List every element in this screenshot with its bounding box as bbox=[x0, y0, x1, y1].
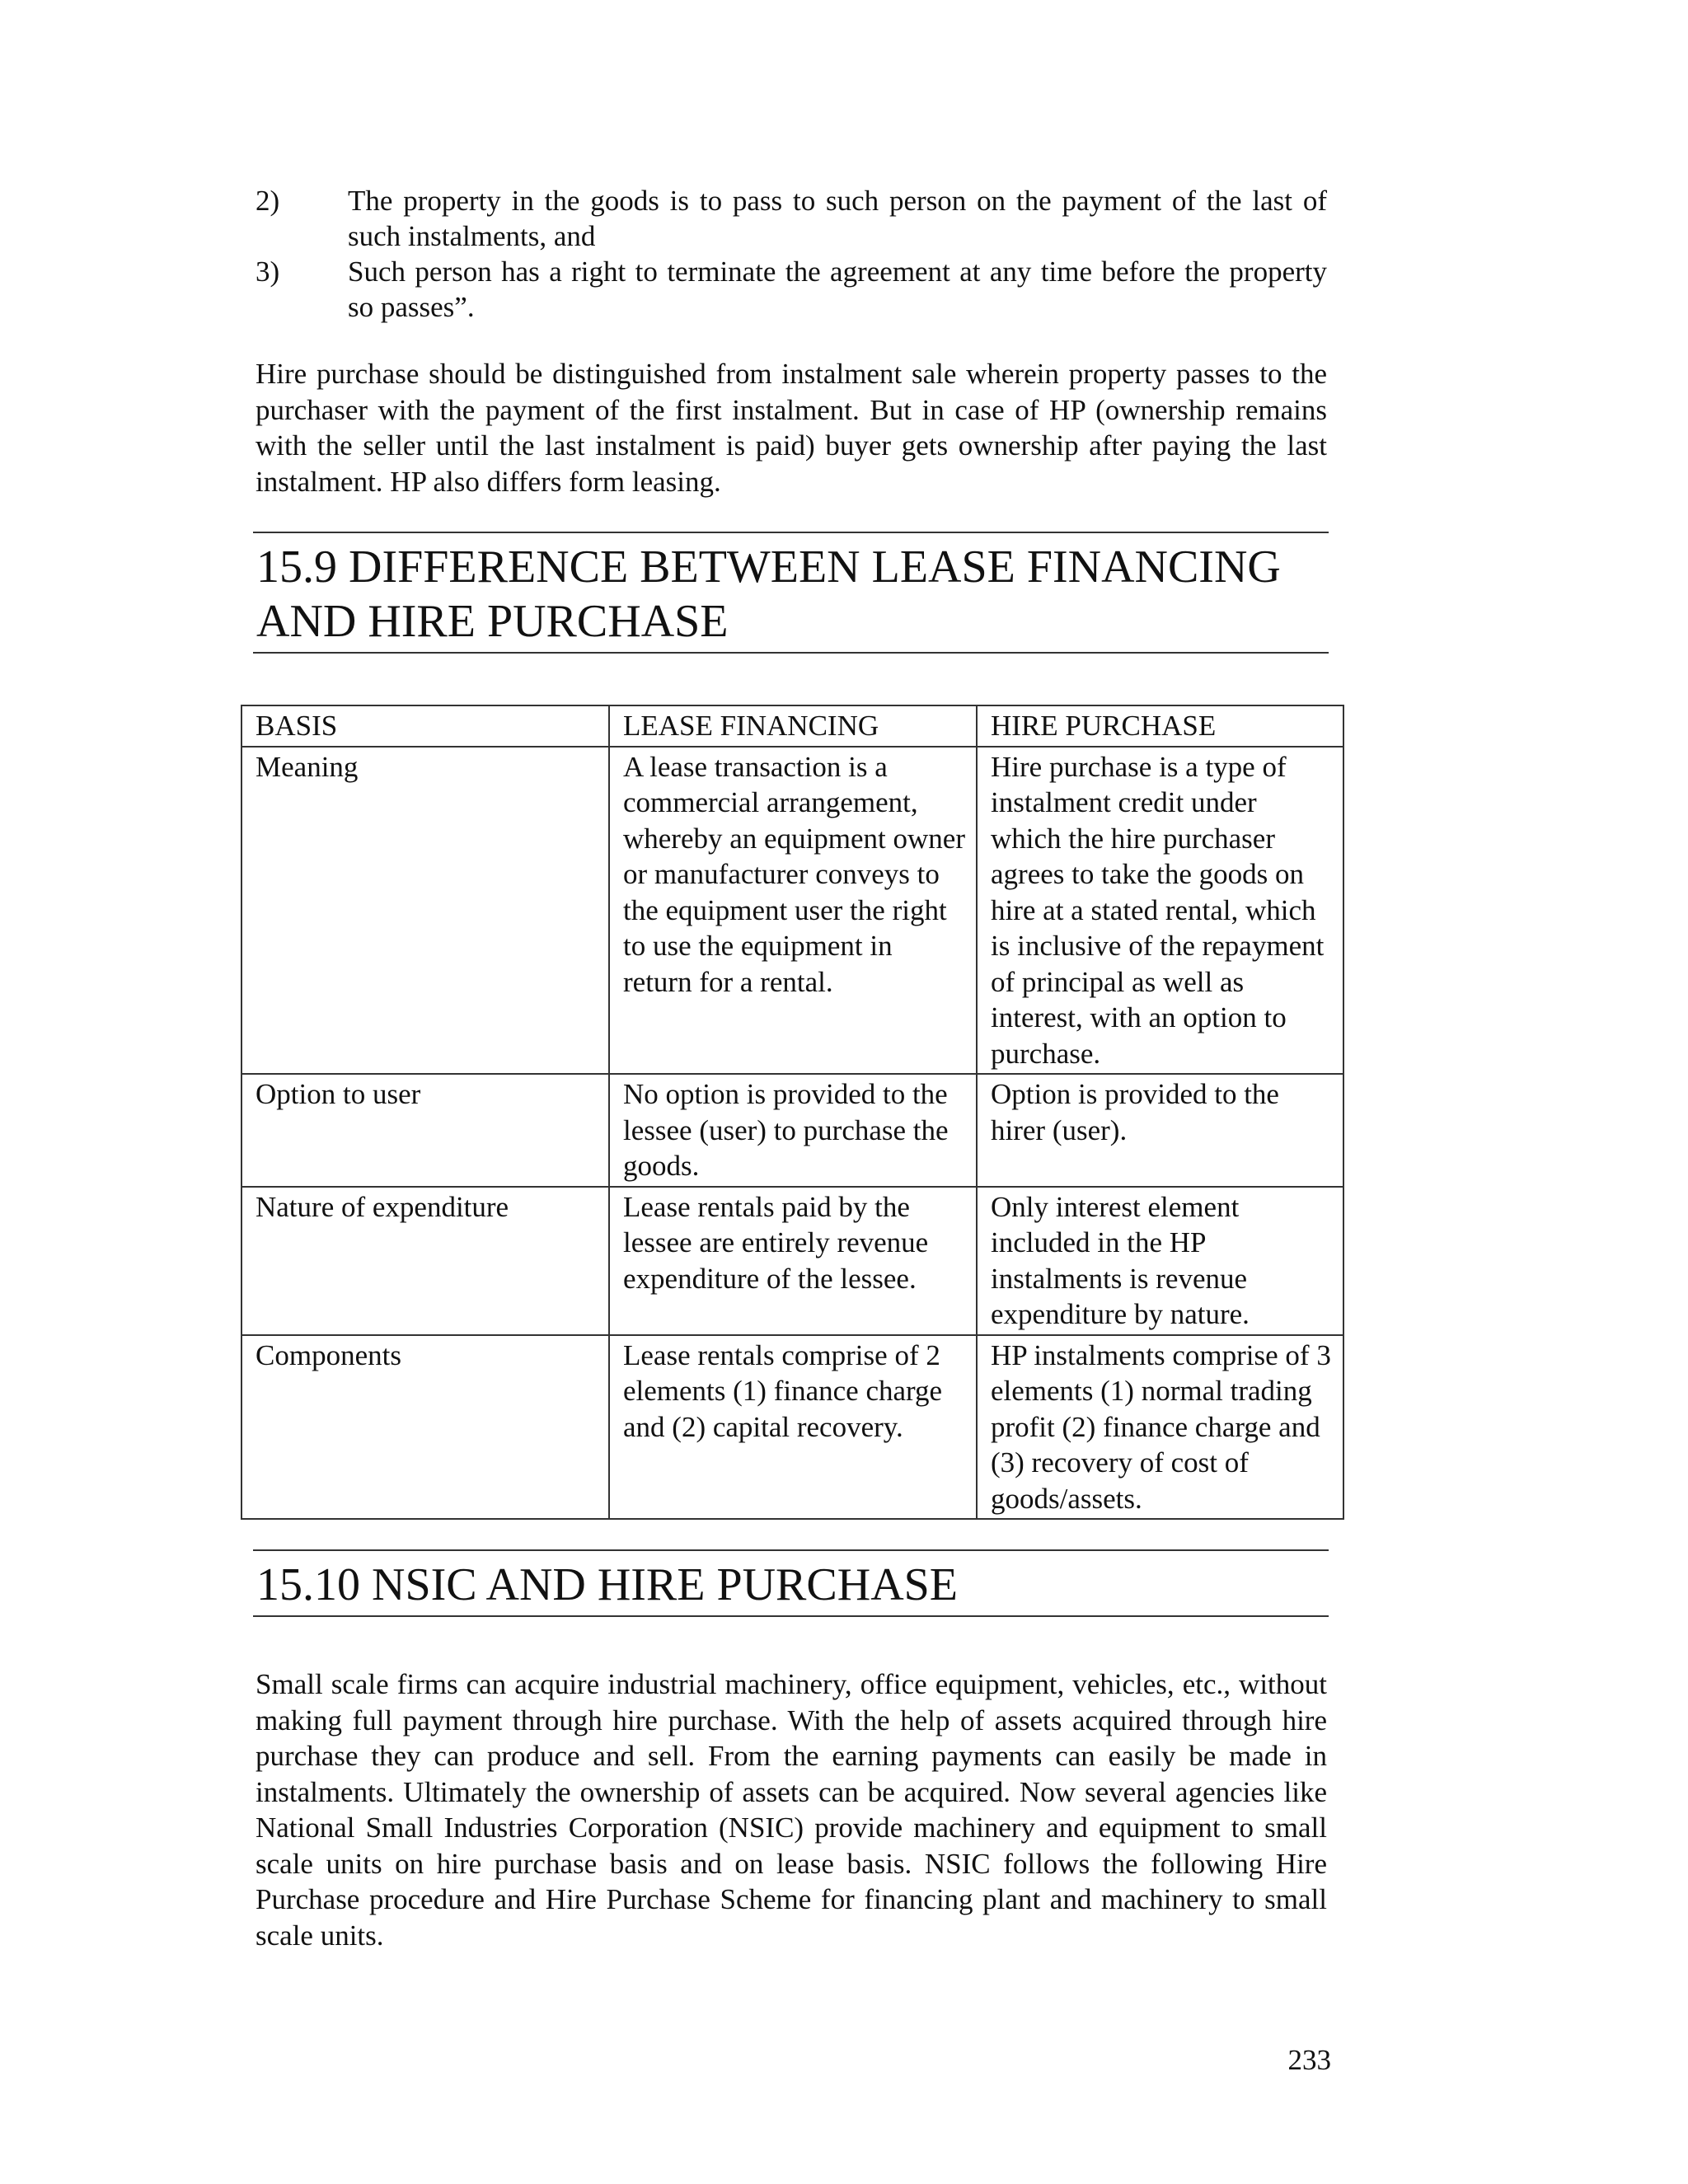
section-title: 15.10 NSIC AND HIRE PURCHASE bbox=[256, 1559, 958, 1610]
cell-lease: A lease transaction is a commercial arrangement, whereby an equipment owner or manufacturer conveys to the equipment user the right to use the equipment in return for a rental. bbox=[609, 747, 977, 1075]
section-title-line-2: AND HIRE PURCHASE bbox=[256, 596, 729, 647]
table-row bbox=[241, 1187, 1343, 1335]
list-item-number: 2) bbox=[256, 185, 280, 217]
section-heading-15-9 bbox=[253, 532, 1329, 654]
list-item-text: Such person has a right to terminate the agreement at any time before the property so passes”. bbox=[348, 255, 1327, 323]
header-hire-purchase: HIRE PURCHASE bbox=[977, 705, 1343, 747]
cell-hp: Only interest element included in the HP instalments is revenue expenditure by nature. bbox=[977, 1187, 1343, 1335]
cell-basis: Nature of expenditure bbox=[241, 1187, 609, 1335]
list-item-text: The property in the goods is to pass to such person on the payment of the last of such instalments, and bbox=[348, 185, 1327, 252]
comparison-table bbox=[241, 705, 1344, 1520]
cell-hp: Hire purchase is a type of instalment credit under which the hire purchaser agrees to take the goods on hire at a stated rental, which is inclusive of the repayment of principal as well as interest, with an option to purchase. bbox=[977, 747, 1343, 1075]
cell-lease: Lease rentals paid by the lessee are entirely revenue expenditure of the lessee. bbox=[609, 1187, 977, 1335]
list-item bbox=[256, 254, 1327, 325]
section-title bbox=[253, 533, 1329, 652]
header-lease-financing: LEASE FINANCING bbox=[609, 705, 977, 747]
nsic-paragraph: Small scale firms can acquire industrial machinery, office equipment, vehicles, etc., without making full payment through hire purchase. With the help of assets acquired through hire purchase they can produce and sell. From the earning payments can easily be made in instalments. Ultimately the ownership of assets can be acquired. Now several agencies like National Small Industries Corporation (NSIC) provide machinery and equipment to small scale units on hire purchase basis and on lease basis. NSIC follows the following Hire Purchase procedure and Hire Purchase Scheme for financing plant and machinery to small scale units. bbox=[256, 1668, 1327, 1952]
numbered-list bbox=[256, 183, 1327, 325]
list-item-number: 3) bbox=[256, 255, 280, 288]
section-heading-15-10 bbox=[253, 1549, 1329, 1617]
cell-basis: Meaning bbox=[241, 747, 609, 1075]
intro-paragraph: Hire purchase should be distinguished from instalment sale wherein property passes to the purchaser with the payment of the first instalment. But in case of HP (ownership remains with the seller until the last instalment is paid) buyer gets ownership after paying the last instalment. HP also differs form leasing. bbox=[256, 358, 1327, 498]
list-item bbox=[256, 183, 1327, 254]
page-number: 233 bbox=[1287, 2044, 1331, 2076]
cell-hp: HP instalments comprise of 3 elements (1) normal trading profit (2) finance charge and (3) recovery of cost of goods/assets. bbox=[977, 1335, 1343, 1520]
section-title-line-1: 15.9 DIFFERENCE BETWEEN LEASE FINANCING bbox=[256, 541, 1281, 593]
table-row bbox=[241, 1335, 1343, 1520]
cell-basis: Components bbox=[241, 1335, 609, 1520]
table-header-row bbox=[241, 705, 1343, 747]
table-row bbox=[241, 747, 1343, 1075]
cell-lease: Lease rentals comprise of 2 elements (1) finance charge and (2) capital recovery. bbox=[609, 1335, 977, 1520]
header-basis: BASIS bbox=[241, 705, 609, 747]
cell-basis: Option to user bbox=[241, 1074, 609, 1187]
cell-lease: No option is provided to the lessee (user) to purchase the goods. bbox=[609, 1074, 977, 1187]
table-row bbox=[241, 1074, 1343, 1187]
cell-hp: Option is provided to the hirer (user). bbox=[977, 1074, 1343, 1187]
